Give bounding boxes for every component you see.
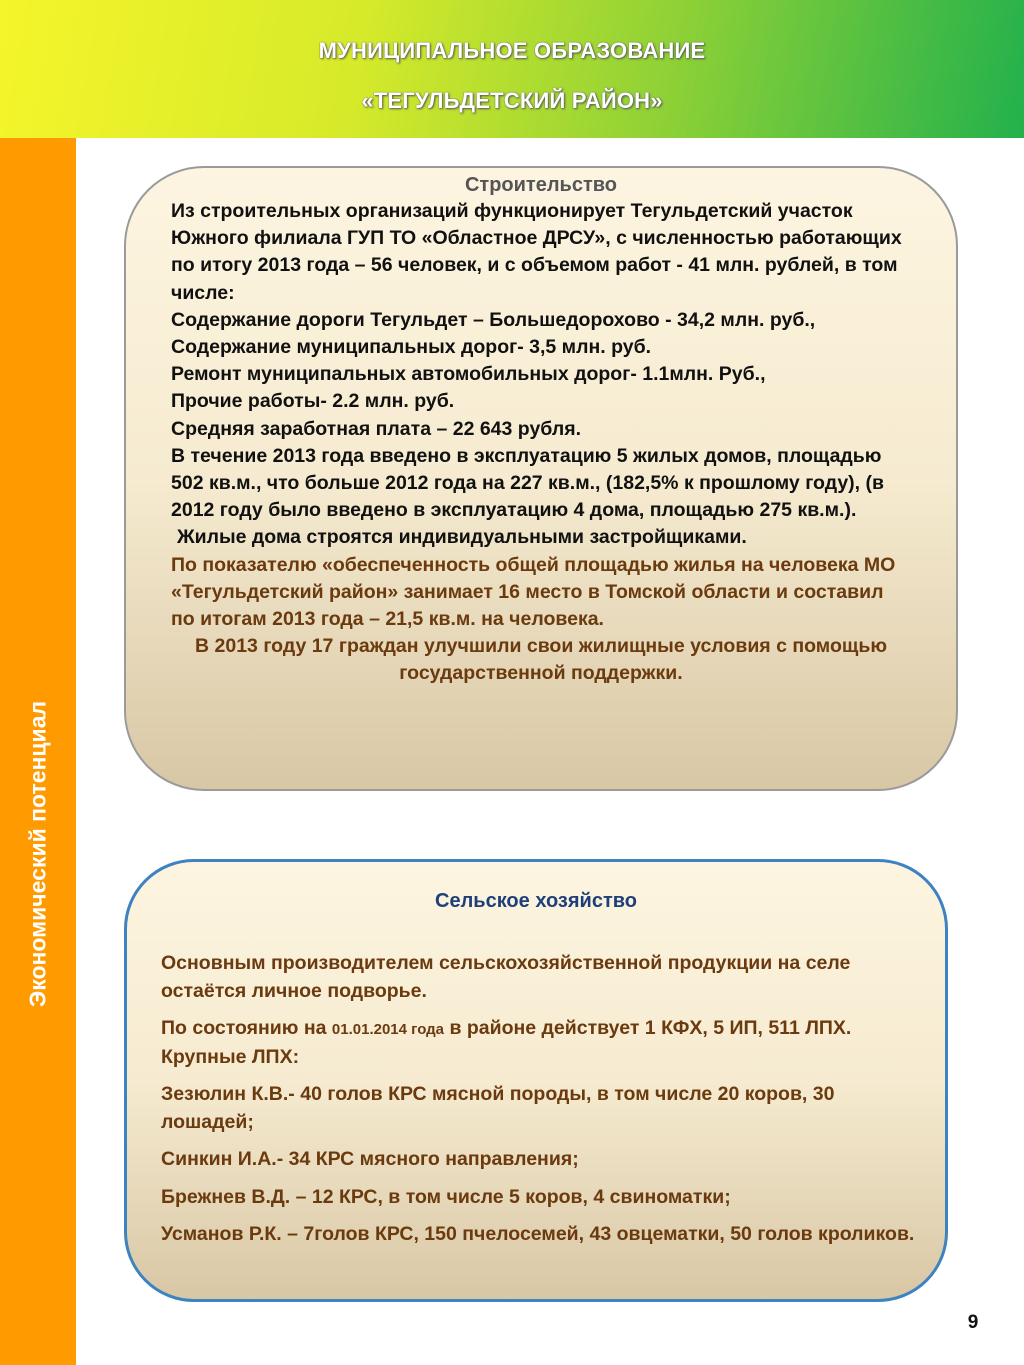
agriculture-p2-prefix: По состоянию на [161, 1017, 332, 1039]
construction-paragraph: Ремонт муниципальных автомобильных дорог- 1.1млн. Руб., [171, 363, 766, 386]
agriculture-title: Сельское хозяйство [435, 890, 637, 912]
construction-paragraph: В 2013 году 17 граждан улучшили свои жилищные условия с помощью государственной поддержки. [195, 635, 887, 685]
header-title-line1: МУНИЦИПАЛЬНОЕ ОБРАЗОВАНИЕ [318, 38, 706, 63]
agriculture-paragraph: Зезюлин К.В.- 40 голов КРС мясной породы, в том числе 20 коров, 30 лошадей; [161, 1083, 835, 1133]
sidebar [0, 138, 76, 1365]
agriculture-paragraph: Брежнев В.Д. – 12 КРС, в том числе 5 коров, 4 свиноматки; [161, 1185, 731, 1208]
agriculture-p2-suffix: в районе действует 1 КФХ, 5 ИП, 511 ЛПХ. Крупные ЛПХ: [161, 1017, 852, 1068]
agriculture-panel [124, 859, 948, 1302]
construction-panel [124, 166, 958, 791]
agriculture-paragraph: Усманов Р.К. – 7голов КРС, 150 пчелосемей, 43 овцематки, 50 голов кроликов. [161, 1223, 915, 1245]
agriculture-paragraph: Основным производителем сельскохозяйственной продукции на селе остаётся личное подворье. [161, 952, 851, 1002]
header-banner [0, 0, 1024, 138]
construction-title: Строительство [464, 174, 618, 196]
construction-paragraph: Жилые дома строятся индивидуальными застройщиками. [177, 526, 747, 549]
construction-paragraph: Содержание муниципальных дорог- 3,5 млн. руб. [171, 336, 652, 359]
construction-paragraph: В течение 2013 года введено в эксплуатацию 5 жилых домов, площадью 502 кв.м., что больше 2012 года на 227 кв.м., (182,5% к прошлому году), (в 2012 году было введено в эксплуатацию 4 дома, площадью 275 кв.м.). [171, 444, 884, 522]
sidebar-label: Экономический потенциал [24, 700, 51, 1008]
construction-paragraph: Средняя заработная плата – 22 643 рубля. [171, 417, 582, 440]
page-number: 9 [967, 1312, 979, 1333]
construction-text [171, 198, 911, 688]
agriculture-p2-date: 01.01.2014 года [331, 1021, 445, 1038]
header-title-line2: «ТЕГУЛЬДЕТСКИЙ РАЙОН» [361, 88, 663, 113]
construction-paragraph: По показателю «обеспеченность общей площадью жилья на человека МО «Тегульдетский район» занимает 16 место в Томской области и составил по итогам 2013 года – 21,5 кв.м. на человека. [171, 553, 896, 631]
agriculture-text [161, 950, 921, 1259]
construction-paragraph: Из строительных организаций функционирует Тегульдетский участок Южного филиала ГУП ТО «Областное ДРСУ», с численностью работающих по итогу 2013 года – 56 человек, и с объемом работ - 41 млн. рублей, в том числе: [171, 200, 902, 304]
construction-paragraph: Прочие работы- 2.2 млн. руб. [171, 390, 455, 413]
agriculture-paragraph [161, 1015, 921, 1071]
agriculture-paragraph: Синкин И.А.- 34 КРС мясного направления; [161, 1148, 579, 1170]
construction-paragraph: Содержание дороги Тегульдет – Большедорохово - 34,2 млн. руб., [171, 308, 816, 331]
